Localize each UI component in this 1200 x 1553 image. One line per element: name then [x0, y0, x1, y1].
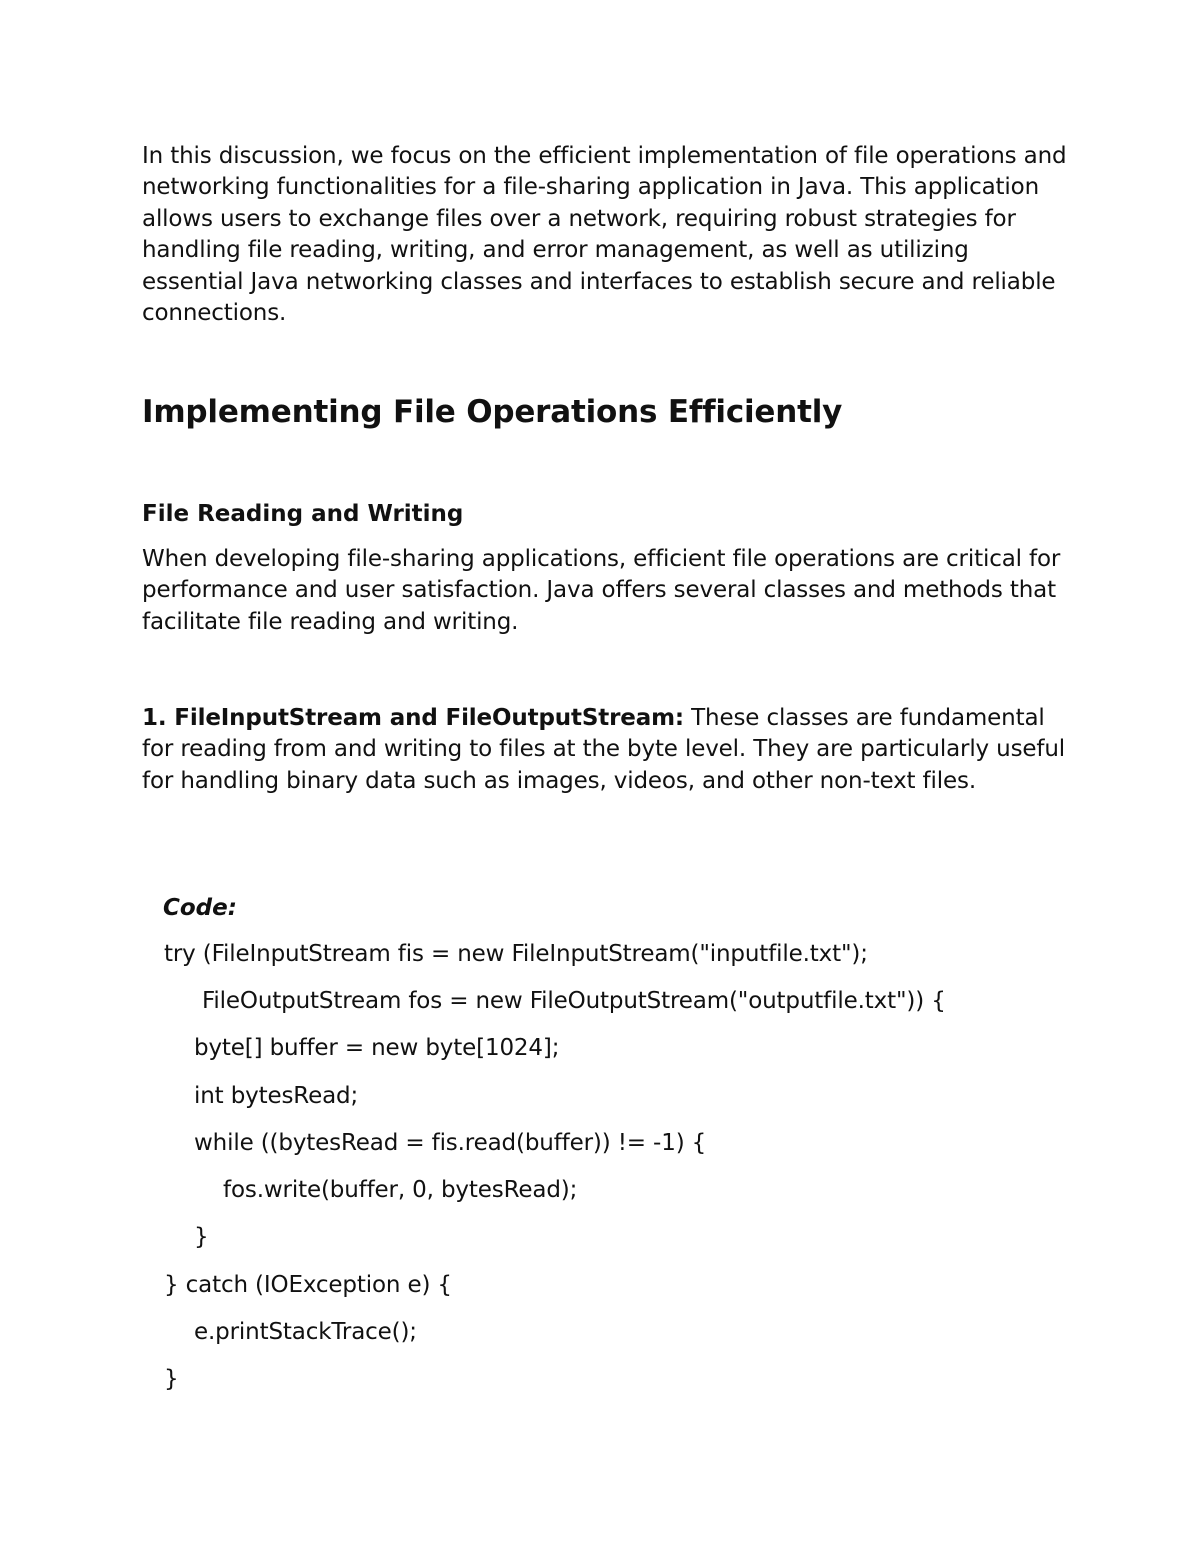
code-line: fos.write(buffer, 0, bytesRead); [223, 1177, 578, 1203]
list-item-lead: 1. FileInputStream and FileOutputStream: [142, 705, 684, 731]
code-label: Code: [163, 895, 237, 921]
code-line: } catch (IOException e) { [164, 1272, 452, 1298]
code-line: e.printStackTrace(); [194, 1319, 417, 1345]
code-line: } [164, 1366, 179, 1392]
list-item-text: These classes are fundamental for reading from and writing to files at the byte level. They are particularly useful for handling binary data such as images, videos, and other non-text files. [142, 705, 1066, 794]
code-line: try (FileInputStream fis = new FileInputStream("inputfile.txt"); [164, 941, 868, 967]
code-line: while ((bytesRead = fis.read(buffer)) != -1) { [194, 1130, 707, 1156]
subsection-heading: File Reading and Writing [142, 501, 464, 527]
code-line: FileOutputStream fos = new FileOutputStream("outputfile.txt")) { [202, 988, 946, 1014]
list-item-fileinputstream [142, 703, 1072, 797]
code-line: int bytesRead; [194, 1083, 359, 1109]
body-paragraph: When developing file-sharing applications, efficient file operations are critical for performance and user satisfaction. Java offers several classes and methods that facilitate file reading and writing. [142, 546, 1061, 635]
intro-paragraph: In this discussion, we focus on the efficient implementation of file operations and networking functionalities for a file-sharing application in Java. This application allows users to exchange files over a network, requiring robust strategies for handling file reading, writing, and error management, as well as utilizing essential Java networking classes and interfaces to establish secure and reliable connections. [142, 143, 1067, 327]
code-line: byte[] buffer = new byte[1024]; [194, 1035, 560, 1061]
section-heading: Implementing File Operations Efficiently [142, 394, 843, 430]
code-line: } [194, 1224, 209, 1250]
